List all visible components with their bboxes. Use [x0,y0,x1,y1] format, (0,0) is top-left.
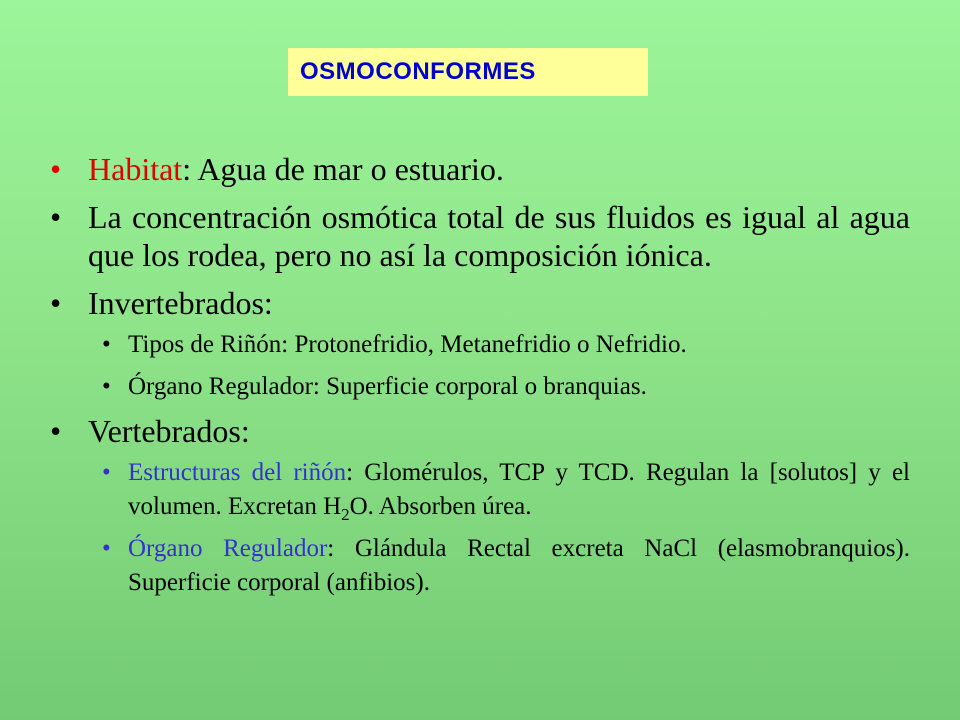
bullet-marker: • [50,413,62,449]
organo-text: Glándula Rectal excreta NaCl (elasmobranquios). Superficie corporal (anfibios). [128,535,910,596]
sub-bullet-marker: • [102,331,111,358]
sub-bullet-marker: • [102,459,111,486]
sub-bullet-organo-invertebrados [102,370,910,404]
bullet-marker: • [50,151,62,187]
bullet-text: Invertebrados: [88,285,273,321]
organo-separator: : [327,535,335,562]
sub-bullet-text: Tipos de Riñón: Protonefridio, Metanefridio o Nefridio. [128,331,687,358]
habitat-value: Agua de mar o estuario. [191,151,504,187]
bullet-marker: • [50,199,62,235]
h2o-subscript: 2 [341,505,350,524]
sub-bullet-marker: • [102,373,111,400]
bullet-marker: • [50,285,62,321]
bullet-text: Vertebrados: [88,413,250,449]
habitat-label: Habitat [88,151,183,187]
slide-title-box [288,48,648,96]
estructuras-text-b: O. Absorben úrea. [349,493,532,520]
bullet-habitat [50,150,910,188]
habitat-separator: : [182,151,192,187]
sub-bullet-tipos-rinon [102,328,910,362]
bullet-vertebrados [50,412,910,450]
bullet-invertebrados [50,284,910,322]
bullet-concentracion [50,198,910,274]
estructuras-label: Estructuras del riñón [128,459,347,486]
sub-bullet-marker: • [102,535,111,562]
slide-content [50,150,910,608]
bullet-text: La concentración osmótica total de sus fluidos es igual al agua que los rodea, pero no así la composición iónica. [88,199,910,273]
slide-title: OSMOCONFORMES [300,58,536,85]
sub-bullet-organo-vertebrados [102,532,910,600]
sub-bullet-estructuras-rinon [102,456,910,524]
bullet-text [88,150,910,188]
organo-label: Órgano Regulador [128,535,328,562]
sub-bullet-text: Órgano Regulador: Superficie corporal o branquias. [128,373,647,400]
estructuras-text-a: Glomérulos, TCP y TCD. Regulan la [solutos] y el volumen. Excretan H [128,459,910,520]
sub-bullet-text [128,532,910,600]
estructuras-separator: : [346,459,354,486]
sub-bullet-text [128,456,910,524]
